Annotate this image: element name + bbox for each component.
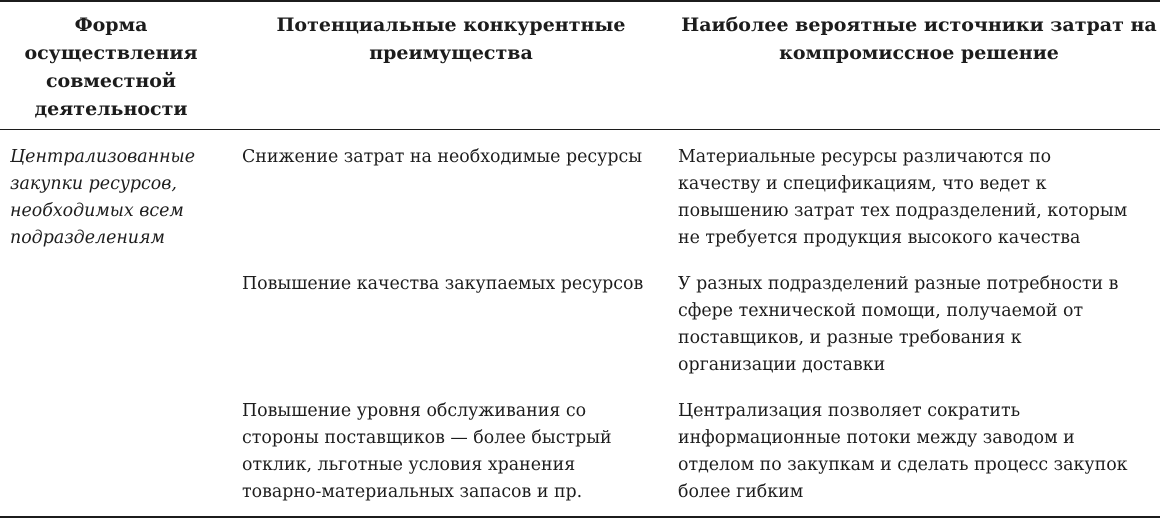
advantage-cell-2: Повышение качества закупаемых ресурсов bbox=[242, 274, 644, 294]
cost-cell-3: Централизация позволяет сократить информационные потоки между заводом и отделом по закупкам и сделать процесс закупок более гибким bbox=[678, 401, 1128, 502]
header-costs: Наиболее вероятные источники затрат на компромиссное решение bbox=[681, 14, 1157, 64]
cost-cell-1: Материальные ресурсы различаются по качеству и спецификациям, что ведет к повышению затрат тех подразделений, которым не требуется продукция высокого качества bbox=[678, 147, 1128, 248]
table-top-rule bbox=[0, 0, 1160, 2]
header-form: Форма осуществления совместной деятельности bbox=[24, 14, 198, 120]
table-bottom-rule bbox=[0, 516, 1160, 518]
header-rule bbox=[0, 129, 1160, 130]
header-advantages: Потенциальные конкурентные преимущества bbox=[276, 14, 626, 64]
advantage-cell-1: Снижение затрат на необходимые ресурсы bbox=[242, 147, 643, 167]
form-of-activity-cell: Централизованные закупки ресурсов, необходимых всем подразделениям bbox=[10, 147, 195, 248]
advantage-cell-3: Повышение уровня обслуживания со стороны поставщиков — более быстрый отклик, льготные условия хранения товарно-материальных запасов и пр. bbox=[242, 401, 612, 502]
cost-cell-2: У разных подразделений разные потребности в сфере технической помощи, получаемой от поставщиков, и разные требования к организации доставки bbox=[678, 274, 1119, 375]
